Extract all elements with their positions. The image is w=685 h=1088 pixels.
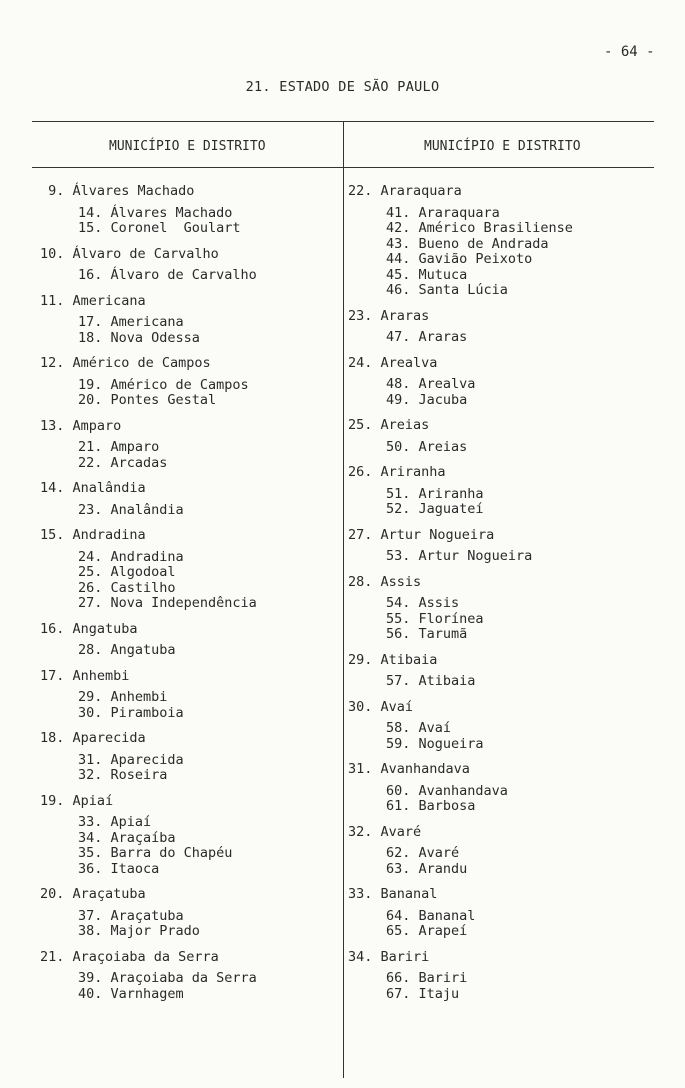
distrito-list: [40, 550, 340, 612]
distrito-list: [348, 440, 648, 456]
distrito-entry: 25. Algodoal: [78, 564, 176, 580]
distrito-entry: 40. Varnhagem: [78, 985, 184, 1002]
distrito-entry: 20. Pontes Gestal: [78, 392, 217, 408]
municipio-entry: 30. Avaí: [348, 698, 414, 715]
distrito-entry: 55. Florínea: [386, 610, 484, 627]
distrito-list: [348, 846, 648, 877]
distrito-list: [348, 377, 648, 408]
distrito-entry: 46. Santa Lúcia: [386, 282, 508, 298]
distrito-entry: 47. Araras: [386, 329, 468, 345]
distrito-entry: 26. Castilho: [78, 579, 176, 596]
distrito-entry: 16. Álvaro de Carvalho: [78, 267, 257, 283]
distrito-entry: 29. Anhembi: [78, 689, 168, 705]
distrito-entry: 52. Jaguateí: [386, 501, 484, 517]
municipio-entry: 22. Araraquara: [348, 183, 462, 199]
municipio-entry: 31. Avanhandava: [348, 761, 470, 777]
distrito-list: [348, 909, 648, 940]
distrito-entry: 39. Araçoiaba da Serra: [78, 970, 257, 986]
distrito-list: [40, 206, 340, 237]
municipio-entry: 14. Analândia: [40, 480, 146, 496]
distrito-entry: 27. Nova Independência: [78, 595, 257, 611]
distrito-entry: 33. Apiaí: [78, 814, 152, 830]
distrito-entry: 50. Areias: [386, 438, 468, 455]
municipio-entry: 28. Assis: [348, 573, 422, 590]
column-header-left: MUNICÍPIO E DISTRITO: [109, 139, 266, 154]
distrito-entry: 64. Bananal: [386, 907, 476, 924]
municipio-entry: 10. Álvaro de Carvalho: [40, 245, 219, 262]
page-title: 21. ESTADO DE SÃO PAULO: [245, 79, 440, 95]
column-header-right: MUNICÍPIO E DISTRITO: [424, 139, 581, 154]
distrito-entry: 59. Nogueira: [386, 735, 484, 752]
municipio-entry: 26. Ariranha: [348, 464, 446, 480]
column-divider: [343, 121, 344, 1078]
distrito-entry: 37. Araçatuba: [78, 907, 184, 924]
distrito-list: [348, 674, 648, 690]
distrito-entry: 57. Atibaia: [386, 673, 476, 689]
distrito-entry: 22. Arcadas: [78, 454, 168, 471]
municipio-entry: 32. Avaré: [348, 823, 422, 840]
municipio-entry: 34. Bariri: [348, 948, 430, 965]
distrito-entry: 43. Bueno de Andrada: [386, 235, 549, 252]
distrito-entry: 61. Barbosa: [386, 798, 476, 814]
distrito-entry: 34. Araçaíba: [78, 829, 176, 846]
distrito-entry: 67. Itaju: [386, 985, 460, 1002]
distrito-entry: 23. Analândia: [78, 501, 184, 518]
municipio-entry: 11. Americana: [40, 292, 146, 309]
distrito-entry: 41. Araraquara: [386, 204, 500, 221]
distrito-entry: 28. Angatuba: [78, 642, 176, 658]
distrito-entry: 32. Roseira: [78, 767, 168, 783]
distrito-list: [348, 784, 648, 815]
municipio-entry: 13. Amparo: [40, 417, 122, 434]
municipio-entry: 24. Arealva: [348, 354, 438, 371]
distrito-entry: 58. Avaí: [386, 720, 452, 736]
distrito-entry: 44. Gavião Peixoto: [386, 251, 533, 267]
distrito-entry: 56. Tarumã: [386, 626, 468, 642]
distrito-list: [40, 315, 340, 346]
distrito-entry: 54. Assis: [386, 595, 460, 611]
municipio-entry: 16. Angatuba: [40, 620, 138, 637]
distrito-list: [348, 549, 648, 565]
municipio-entry: 21. Araçoiaba da Serra: [40, 948, 219, 965]
distrito-entry: 21. Amparo: [78, 439, 160, 455]
distrito-list: [40, 440, 340, 471]
distrito-list: [348, 721, 648, 752]
distrito-list: [40, 378, 340, 409]
distrito-list: [348, 487, 648, 518]
municipio-entry: 27. Artur Nogueira: [348, 526, 495, 543]
left-column: [40, 184, 340, 1002]
distrito-entry: 65. Arapeí: [386, 923, 468, 939]
distrito-list: [348, 330, 648, 346]
distrito-entry: 49. Jacuba: [386, 391, 468, 408]
distrito-list: [40, 690, 340, 721]
distrito-list: [40, 815, 340, 877]
distrito-entry: 30. Piramboia: [78, 704, 184, 721]
municipio-entry: 29. Atibaia: [348, 651, 438, 668]
right-column: [348, 184, 648, 1002]
distrito-entry: 42. Américo Brasiliense: [386, 220, 573, 236]
distrito-entry: 48. Arealva: [386, 376, 476, 392]
distrito-list: [40, 971, 340, 1002]
municipio-entry: 15. Andradina: [40, 527, 146, 543]
municipio-entry: 25. Areias: [348, 417, 430, 433]
distrito-entry: 31. Aparecida: [78, 751, 184, 768]
distrito-list: [40, 753, 340, 784]
distrito-entry: 14. Álvares Machado: [78, 204, 233, 221]
distrito-entry: 60. Avanhandava: [386, 782, 508, 799]
distrito-entry: 15. Coronel Goulart: [78, 220, 241, 236]
distrito-entry: 53. Artur Nogueira: [386, 548, 533, 564]
distrito-entry: 66. Bariri: [386, 970, 468, 986]
municipio-entry: 12. Américo de Campos: [40, 355, 211, 371]
page-number: - 64 -: [604, 44, 655, 60]
distrito-list: [40, 643, 340, 659]
distrito-entry: 38. Major Prado: [78, 923, 200, 939]
distrito-entry: 17. Americana: [78, 314, 184, 330]
municipio-entry: 18. Aparecida: [40, 730, 146, 746]
distrito-entry: 36. Itaoca: [78, 860, 160, 877]
municipio-entry: 9. Álvares Machado: [40, 183, 195, 199]
distrito-entry: 18. Nova Odessa: [78, 329, 200, 346]
distrito-entry: 45. Mutuca: [386, 266, 468, 283]
distrito-list: [348, 206, 648, 299]
distrito-list: [40, 909, 340, 940]
municipio-entry: 20. Araçatuba: [40, 886, 146, 902]
municipio-entry: 23. Araras: [348, 307, 430, 324]
distrito-entry: 24. Andradina: [78, 548, 184, 565]
municipio-entry: 19. Apiaí: [40, 792, 114, 809]
distrito-entry: 35. Barra do Chapéu: [78, 845, 233, 861]
distrito-entry: 63. Arandu: [386, 860, 468, 877]
distrito-list: [348, 596, 648, 643]
municipio-entry: 33. Bananal: [348, 886, 438, 902]
distrito-entry: 62. Avaré: [386, 845, 460, 861]
distrito-entry: 51. Ariranha: [386, 485, 484, 502]
distrito-list: [40, 268, 340, 284]
distrito-entry: 19. Américo de Campos: [78, 376, 249, 393]
municipio-entry: 17. Anhembi: [40, 667, 130, 684]
distrito-list: [40, 503, 340, 519]
distrito-list: [348, 971, 648, 1002]
